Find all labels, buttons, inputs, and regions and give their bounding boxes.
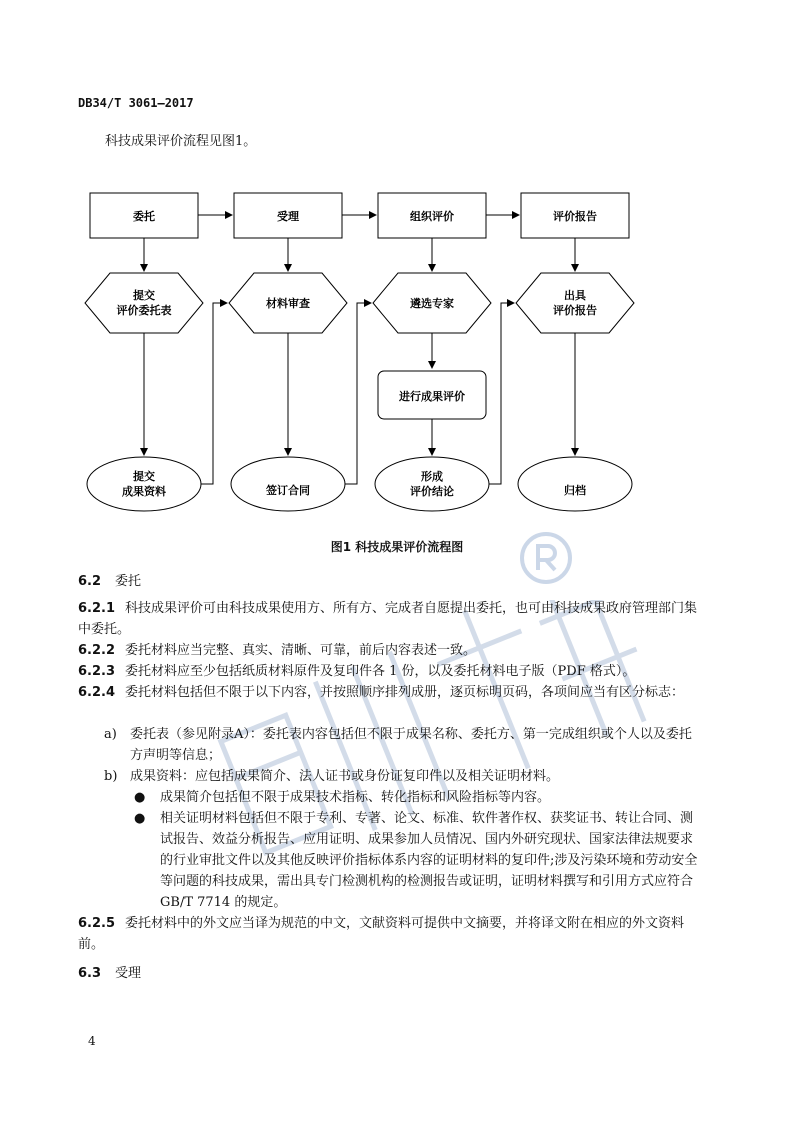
box-label-1: 委托 xyxy=(133,210,155,223)
clause-6-2-1 xyxy=(78,598,700,640)
clause-number: 6.2.1 xyxy=(78,601,116,616)
hex-label-1a: 提交 xyxy=(133,289,155,302)
list-item-b xyxy=(104,766,700,787)
bullet-item-1 xyxy=(134,787,700,808)
box-label-2: 受理 xyxy=(277,210,299,223)
clause-text: 委托材料中的外文应当译为规范的中文，文献资料可提供中文摘要，并将译文附在相应的外文资料前。 xyxy=(78,916,685,952)
bullet-text: 相关证明材料包括但不限于专利、专著、论文、标准、软件著作权、获奖证书、转让合同、测试报告、效益分析报告、应用证明、成果参加人员情况、国内外研究现状、国家法律法规要求的行业审批文件以及其他反映评价指标体系内容的证明材料的复印件;涉及污染环境和劳动安全等问题的科技成果，需出具专门检测机构的检测报告或证明，证明材料撰写和引用方式应符合 GB/T 7714 的规定。 xyxy=(160,811,698,910)
page-number: 4 xyxy=(88,1034,96,1048)
clause-text: 科技成果评价可由科技成果使用方、所有方、完成者自愿提出委托，也可由科技成果政府管理部门集中委托。 xyxy=(78,601,698,637)
hex-chuju-baogao xyxy=(516,273,634,333)
oval-label-3a: 形成 xyxy=(421,470,443,483)
section-number: 6.3 xyxy=(78,966,102,981)
clause-text: 委托材料应至少包括纸质材料原件及复印件各 1 份，以及委托材料电子版（PDF 格式）。 xyxy=(125,664,636,679)
oval-tijiao-ziliao xyxy=(87,457,201,511)
document-code: DB34/T 3061—2017 xyxy=(78,96,194,110)
list-item-a xyxy=(104,724,700,766)
oval-label-1b: 成果资料 xyxy=(122,485,166,498)
hex-label-4b: 评价报告 xyxy=(553,304,597,317)
section-6-3-heading xyxy=(78,962,141,981)
bullet-icon: ● xyxy=(134,790,146,805)
clause-6-2-2 xyxy=(78,640,700,661)
bullet-text: 成果简介包括但不限于成果技术指标、转化指标和风险指标等内容。 xyxy=(160,790,551,805)
item-text: 委托表（参见附录A）：委托表内容包括但不限于成果名称、委托方、第一完成组织或个人以及委托方声明等信息； xyxy=(130,727,692,763)
clause-text: 委托材料应当完整、真实、清晰、可靠，前后内容表述一致。 xyxy=(125,643,477,658)
clause-6-2-3 xyxy=(78,661,700,682)
hex-label-3: 遴选专家 xyxy=(410,297,454,310)
oval-label-2: 签订合同 xyxy=(266,484,310,497)
hex-label-4a: 出具 xyxy=(564,289,586,302)
item-text: 成果资料：应包括成果简介、法人证书或身份证复印件以及相关证明材料。 xyxy=(130,769,560,784)
clause-number: 6.2.5 xyxy=(78,916,116,931)
intro-text: 科技成果评价流程见图1。 xyxy=(105,134,257,149)
mid-box-label: 进行成果评价 xyxy=(399,390,465,403)
box-label-4: 评价报告 xyxy=(553,210,597,223)
section-number: 6.2 xyxy=(78,574,102,589)
item-marker: b) xyxy=(104,769,118,784)
oval-label-4: 归档 xyxy=(564,484,586,497)
oval-xingcheng-jielun xyxy=(375,457,489,511)
oval-label-3b: 评价结论 xyxy=(410,485,454,498)
bullet-icon: ● xyxy=(134,811,146,826)
clause-6-2-5 xyxy=(78,913,700,955)
registered-mark-icon xyxy=(516,528,576,588)
clause-number: 6.2.4 xyxy=(78,685,116,700)
clause-text: 委托材料包括但不限于以下内容，并按照顺序排列成册，逐页标明页码，各项间应当有区分标志： xyxy=(125,685,685,700)
item-marker: a) xyxy=(104,727,117,742)
section-title: 受理 xyxy=(115,966,142,981)
section-title: 委托 xyxy=(115,574,142,589)
hex-label-2: 材料审查 xyxy=(266,297,310,310)
flowchart xyxy=(0,0,794,560)
section-6-2-heading xyxy=(78,570,141,589)
figure-caption: 图1 科技成果评价流程图 xyxy=(330,540,464,554)
oval-label-1a: 提交 xyxy=(133,470,155,483)
clause-6-2-4 xyxy=(78,682,700,703)
hex-tijiao-weituobiao xyxy=(85,273,203,333)
box-label-3: 组织评价 xyxy=(410,210,454,223)
clause-number: 6.2.2 xyxy=(78,643,116,658)
bullet-item-2 xyxy=(134,808,700,913)
clause-number: 6.2.3 xyxy=(78,664,116,679)
hex-label-1b: 评价委托表 xyxy=(116,304,172,317)
